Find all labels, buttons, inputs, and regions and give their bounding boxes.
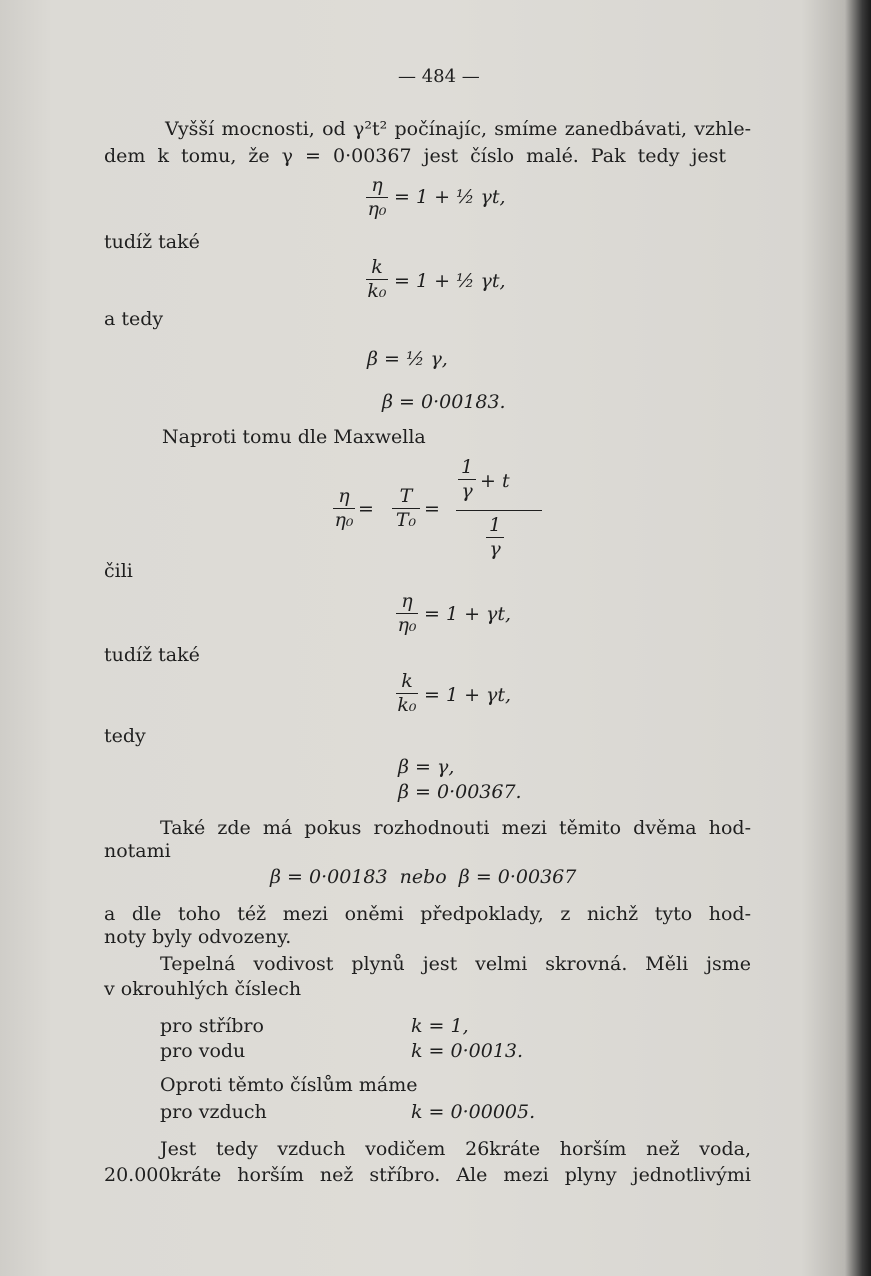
label-tudiz-take-2: tudíž také [104,644,200,666]
equation-4: β = 0·00183. [382,391,506,413]
table-row-air-label: pro vzduch [160,1101,267,1123]
equation-1-rhs: = 1 + ½ γt, [394,186,506,208]
paragraph-3-line-2: noty byly odvozeny. [104,926,292,948]
eq7-fraction: k k₀ [397,670,417,716]
paragraph-1-line-1: Vyšší mocnosti, od γ²t² počínajíc, smíme zanedbávati, vzhle- [165,118,751,140]
label-tedy: tedy [104,725,146,747]
equation-10: β = 0·00183 nebo β = 0·00367 [270,866,577,888]
eq6-fraction: η η₀ [397,590,417,636]
eq5-equals-2: = [424,498,440,520]
table-row-silver-label: pro stříbro [160,1015,264,1037]
equation-8: β = γ, [398,756,455,778]
table-row-water-label: pro vodu [160,1040,246,1062]
label-a-tedy: a tedy [104,308,164,330]
paragraph-4-line-1: Tepelná vodivost plynů jest velmi skrovná. Měli jsme [160,953,751,975]
table-row-silver-value: k = 1, [411,1015,469,1037]
table-row-air-value: k = 0·00005. [411,1101,536,1123]
paragraph-5-line-1: Jest tedy vzduch vodičem 26kráte horším než voda, [160,1138,751,1160]
paragraph-2-line-1: Také zde má pokus rozhodnouti mezi těmito dvěma hod- [160,817,751,839]
paragraph-4-line-2: v okrouhlých číslech [104,978,302,1000]
eq5-fraction-eta: η η₀ [334,485,354,531]
equation-7-rhs: = 1 + γt, [424,684,512,706]
paragraph-3-line-1: a dle toho též mezi oněmi předpoklady, z nichž tyto hod- [104,903,751,925]
label-tudiz-take: tudíž také [104,231,200,253]
table-row-water-value: k = 0·0013. [411,1040,524,1062]
paragraph-5-line-2: 20.000kráte horším než stříbro. Ale mezi plyny jednotlivými [104,1164,751,1186]
eq2-fraction: k k₀ [367,256,387,302]
equation-2-rhs: = 1 + ½ γt, [394,270,506,292]
eq5-fraction-T: T T₀ [392,487,420,530]
oproti-line: Oproti těmto číslům máme [160,1074,418,1096]
equation-6-rhs: = 1 + γt, [424,603,512,625]
eq5-compound-fraction: 1 γ + t 1 γ [456,458,542,558]
equation-3: β = ½ γ, [367,348,448,370]
eq5-equals-1: = [358,498,374,520]
maxwell-intro: Naproti tomu dle Maxwella [162,426,426,448]
paragraph-1-line-2: dem k tomu, že γ = 0·00367 jest číslo malé. Pak tedy jest [104,145,726,167]
page-number: — 484 — [398,66,480,87]
paragraph-2-line-2: notami [104,840,171,862]
eq1-fraction: η η₀ [367,174,387,220]
equation-9: β = 0·00367. [398,781,522,803]
label-cili: čili [104,560,133,582]
